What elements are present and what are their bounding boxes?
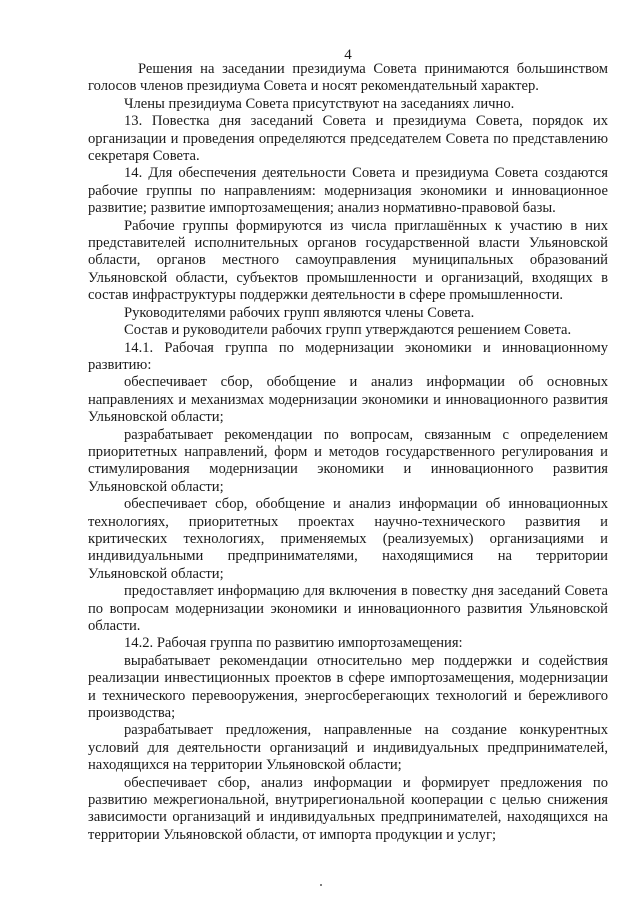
paragraph-14-1-item-4: предоставляет информацию для включения в повестку дня заседаний Совета по вопросам модернизации экономики и инновационного развития Ульяновской области.	[88, 583, 608, 634]
paragraph-14-2-item-3: обеспечивает сбор, анализ информации и формирует предложения по развитию межрегиональной, внутрирегиональной кооперации с целью снижения зависимости организаций и индивидуальных предпринимателей, находящихся на территории Ульяновской области, от импорта продукции и услуг;	[88, 774, 608, 843]
document-page	[88, 0, 608, 905]
paragraph-14-1-item-1: обеспечивает сбор, обобщение и анализ информации об основных направлениях и механизмах модернизации экономики и инновационного развития Ульяновской области;	[88, 374, 608, 426]
paragraph-13-agenda: 13. Повестка дня заседаний Совета и президиума Совета, порядок их организации и проведения определяются председателем Совета по представлению секретаря Совета.	[88, 113, 608, 165]
paragraph-group-leaders: Руководителями рабочих групп являются члены Совета.	[124, 304, 475, 321]
paragraph-members-attend: Члены президиума Совета присутствуют на заседаниях лично.	[124, 95, 515, 112]
paragraph-decisions: Решения на заседании президиума Совета принимаются большинством голосов членов президиума Совета и носят рекомендательный характер.	[88, 61, 608, 95]
paragraph-14-2-item-1: вырабатывает рекомендации относительно мер поддержки и содействия реализации инвестиционных проектов в сфере импортозамещения, модернизации и технического перевооружения, энергосберегающих технологий и бережливого производства;	[88, 652, 608, 722]
paragraph-14-2-heading: 14.2. Рабочая группа по развитию импортозамещения:	[124, 635, 463, 652]
paragraph-14-2-item-2: разрабатывает предложения, направленные на создание конкурентных условий для деятельности организаций и индивидуальных предпринимателей, находящихся на территории Ульяновской области;	[88, 722, 608, 774]
paragraph-groups-formation: Рабочие группы формируются из числа приглашённых к участию в них представителей исполнительных органов государственной власти Ульяновской области, органов местного самоуправления муниципальных образований Ульяновской области, субъектов промышленности и организаций, входящих в состав инфраструктуры поддержки деятельности в сфере промышленности.	[88, 217, 608, 304]
page-number: 4	[344, 47, 352, 63]
scan-speck	[320, 884, 322, 886]
paragraph-14-working-groups: 14. Для обеспечения деятельности Совета и президиума Совета создаются рабочие группы по направлениям: модернизация экономики и инновационное развитие; развитие импортозамещения; анализ нормативно-правовой базы.	[88, 165, 608, 217]
paragraph-group-composition: Состав и руководители рабочих групп утверждаются решением Совета.	[124, 322, 572, 339]
paragraph-14-1-item-2: разрабатывает рекомендации по вопросам, связанным с определением приоритетных направлений, форм и методов государственного регулирования и стимулирования модернизации экономики и инновационного развития Ульяновской области;	[88, 426, 608, 495]
paragraph-14-1-item-3: обеспечивает сбор, обобщение и анализ информации об инновационных технологиях, приоритетных проектах научно-технического развития и критических технологиях, применяемых (реализуемых) организациями и индивидуальными предпринимателями, находящимися на территории Ульяновской области;	[88, 496, 608, 582]
paragraph-14-1-heading: 14.1. Рабочая группа по модернизации экономики и инновационному развитию:	[88, 339, 608, 373]
document-body	[88, 61, 608, 844]
